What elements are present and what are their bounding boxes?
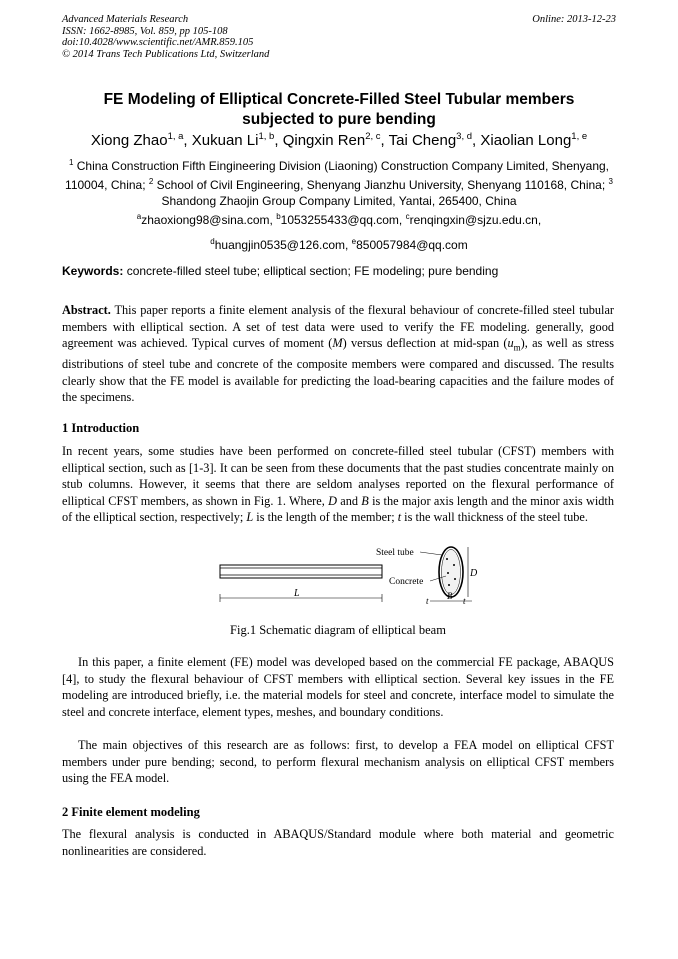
running-header <box>62 14 269 60</box>
abstract-label: Abstract. <box>62 303 111 317</box>
math-symbol: B <box>361 493 369 508</box>
email-sup: b <box>276 212 281 221</box>
author <box>389 132 481 149</box>
keywords-text: concrete-filled steel tube; elliptical section; FE modeling; pure bending <box>123 264 499 278</box>
email-sup: a <box>136 212 142 221</box>
abstract-text: This paper reports a finite element analysis of the flexural behaviour of concrete-filled steel tubular members with elliptical section. A set of test data were used to verify the FE modeling. generally, good agreement was achieved. Typical curves of moment ( <box>62 303 614 351</box>
author-name: Xukuan Li <box>191 132 259 149</box>
aggregate-dot <box>448 584 450 586</box>
paper-title <box>40 90 638 130</box>
author <box>480 132 587 149</box>
leader-line <box>420 552 442 555</box>
label-L: L <box>294 588 300 599</box>
abstract <box>62 302 614 406</box>
email-link[interactable]: 850057984@qq.com <box>356 238 468 252</box>
email-line-1 <box>60 206 618 231</box>
body-text: is the major axis length and the minor axis width of the elliptical section, respectively; <box>62 493 614 525</box>
affil-sup: 1 <box>68 158 74 167</box>
math-symbol: M <box>332 336 343 351</box>
author-sup: 3, d <box>456 131 473 142</box>
email-link[interactable]: 1053255433@qq.com, <box>280 213 406 227</box>
aggregate-dot <box>454 578 456 580</box>
body-text: and <box>336 493 362 508</box>
keywords-label: Keywords: <box>62 264 124 278</box>
author-name: Tai Cheng <box>388 132 457 149</box>
math-symbol: L <box>246 510 254 525</box>
email-link[interactable]: renqingxin@sjzu.edu.cn, <box>409 213 542 227</box>
email-sup: d <box>210 237 215 246</box>
figure-elliptical-beam <box>216 543 476 605</box>
email-line-2 <box>60 231 618 256</box>
email-sup: c <box>405 212 410 221</box>
body-text: In recent years, some studies have been performed on concrete-filled steel tubular (CFST) members with elliptical section, such as [1-3]. It can be seen from these documents that the past studies concentrate mainly on stub columns. However, it seems that there are seldom analyses reported on the flexural performance of elliptical CFST members, as shown in Fig. 1. Where, <box>62 444 614 508</box>
author-sep: , <box>274 132 283 149</box>
aggregate-dot <box>447 572 449 574</box>
email-link[interactable]: zhaoxiong98@sina.com, <box>141 213 277 227</box>
doi: doi:10.4028/www.scientific.net/AMR.859.105 <box>62 37 254 48</box>
affiliations <box>60 155 618 209</box>
author <box>91 132 192 149</box>
label-steel-tube: Steel tube <box>376 548 414 558</box>
title-line-1: FE Modeling of Elliptical Concrete-Filled Steel Tubular members <box>103 91 575 108</box>
affiliation-1: China Construction Fifth Eingineering Division (Liaoning) Construction Company Limited, Shenyang, 110004, China; <box>65 159 610 192</box>
author-list <box>30 131 648 149</box>
online-date: Online: 2013-12-23 <box>532 14 616 25</box>
author-sup: 2, c <box>365 131 381 142</box>
intro-paragraph-3: The main objectives of this research are as follows: first, to develop a FEA model on elliptical CFST members under pure bending; second, to perform flexural mechanism analysis on elliptical CFST members using the FEA model. <box>62 738 614 786</box>
affil-sup: 3 <box>608 177 613 186</box>
label-B: B <box>447 591 453 601</box>
email-link[interactable]: huangjin0535@126.com, <box>214 238 352 252</box>
math-symbol: t <box>397 510 402 525</box>
math-symbol: D <box>328 493 337 508</box>
email-sup: e <box>351 237 357 246</box>
figure-caption: Fig.1 Schematic diagram of elliptical beam <box>230 623 446 637</box>
author-sep: , <box>183 132 192 149</box>
copyright: © 2014 Trans Tech Publications Ltd, Switzerland <box>62 48 270 60</box>
intro-paragraph-2: In this paper, a finite element (FE) model was developed based on the commercial FE package, ABAQUS [4], to study the flexural behaviour of CFST members with elliptical section. Several key issues in the FE modeling are introduced briefly, i.e. the material models for steel and concrete, interface model to simulate the steel and concrete interface, element types, meshes, and boundary conditions. <box>62 655 614 719</box>
modeling-paragraph-1: The flexural analysis is conducted in ABAQUS/Standard module where both material and geometric nonlinearities are considered. <box>62 827 614 858</box>
author-sup: 1, b <box>258 131 275 142</box>
label-t: t <box>426 596 429 606</box>
abstract-text: ), as well as stress distributions of steel tube and concrete of the composite members were compared and discussed. The results clearly show that the FE model is available for predicting the load-bearing capacities and the failure modes of the specimens. <box>62 336 614 405</box>
author-name: Xiong Zhao <box>90 132 168 149</box>
label-concrete: Concrete <box>389 577 424 587</box>
journal-name: Advanced Materials Research <box>62 14 189 25</box>
email-list <box>60 206 618 256</box>
author-name: Qingxin Ren <box>282 132 366 149</box>
affiliation-2: School of Civil Engineering, Shenyang Jianzhu University, Shenyang 110168, China; <box>153 178 609 192</box>
body-text: is the wall thickness of the steel tube. <box>401 510 588 525</box>
author-name: Xiaolian Long <box>480 132 572 149</box>
issn: ISSN: 1662-8985, Vol. 859, pp 105-108 <box>62 25 228 37</box>
aggregate-dot <box>446 558 448 560</box>
author-sup: 1, a <box>167 131 184 142</box>
author-sup: 1, e <box>571 131 588 142</box>
title-line-2: subjected to pure bending <box>242 111 436 128</box>
math-symbol: u <box>507 336 514 351</box>
keywords <box>62 264 622 278</box>
section-heading: 1 Introduction <box>62 421 140 435</box>
aggregate-dot <box>453 564 455 566</box>
affiliation-3: Shandong Zhaojin Group Company Limited, Yantai, 265400, China <box>161 194 517 208</box>
beam-body <box>220 565 382 578</box>
author <box>192 132 283 149</box>
label-t: t <box>463 596 466 606</box>
section-heading: 2 Finite element modeling <box>62 805 200 819</box>
intro-paragraph-1 <box>62 443 614 526</box>
label-D: D <box>470 568 478 579</box>
abstract-text: ) versus deflection at mid-span ( <box>342 336 508 351</box>
author <box>283 132 389 149</box>
math-subscript: m <box>513 342 521 353</box>
author-sep: , <box>472 132 481 149</box>
body-text: is the length of the member; <box>253 510 398 525</box>
concrete-core <box>442 550 461 595</box>
affil-sup: 2 <box>148 177 154 186</box>
author-sep: , <box>380 132 389 149</box>
